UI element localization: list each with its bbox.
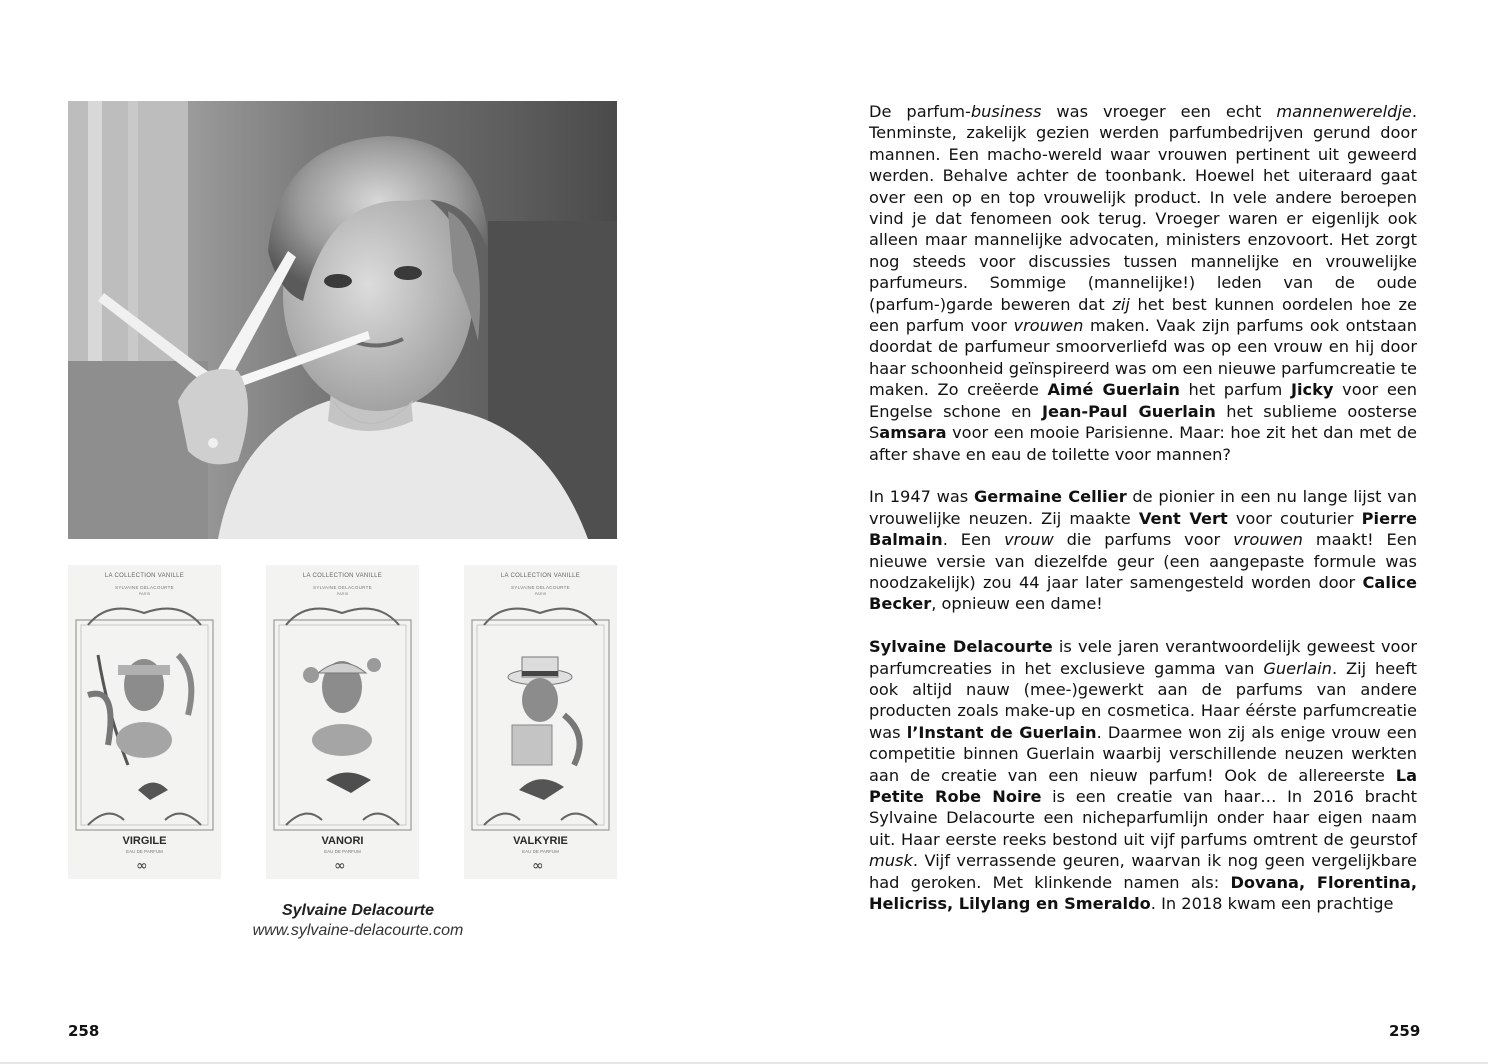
text-run: . Zij heeft ook altijd nauw (mee-)gewerkt aan de parfums van andere producten zoals make-up en cosmetica. Haar éérste parfumcreatie was: [869, 658, 1417, 742]
right-page: [744, 0, 1488, 1064]
bold-run: Jicky: [1290, 380, 1334, 400]
text-run: de pionier in een nu lange lijst van vrouwelijke neuzen. Zij maakte: [869, 487, 1417, 528]
perfume-cards: [68, 565, 617, 879]
text-run: . In 2018 kwam een prachtige: [1150, 894, 1394, 913]
card-illustration: [464, 565, 617, 879]
text-run: . Een: [942, 530, 1005, 550]
body-text: [869, 101, 1417, 936]
card-subtitle: EAU DE PARFUM: [324, 849, 361, 854]
perfume-card-virgile: [68, 565, 221, 879]
bold-run: Vent Vert: [1138, 508, 1228, 528]
paragraph: [869, 486, 1417, 614]
card-city: PARIS: [336, 591, 349, 596]
text-run: die parfums voor: [1053, 530, 1234, 550]
text-run: het parfum: [1179, 380, 1291, 400]
text-run: voor een mooie Parisienne. Maar: hoe zit het dan met de after shave en eau de toilette voor mannen?: [869, 423, 1417, 464]
text-run: het best kunnen oordelen hoe ze een parfum voor: [869, 294, 1417, 336]
card-name: VALKYRIE: [513, 835, 568, 847]
infinity-logo-icon: ∞: [136, 858, 148, 874]
card-brand: SYLVAINE DELACOURTE: [313, 585, 372, 590]
page-number-right: 259: [1389, 1022, 1421, 1040]
infinity-logo-icon: ∞: [334, 858, 346, 874]
text-run: is een creatie van haar… In 2016 bracht Sylvaine Delacourte een nicheparfumlijn onder haar eigen naam uit. Haar eerste reeks bestond uit vijf parfums omtrent de geurstof: [869, 786, 1417, 849]
card-collection: LA COLLECTION VANILLE: [104, 573, 185, 579]
text-run: In 1947 was: [869, 487, 974, 507]
bold-run: Pierre Balmain: [869, 508, 1417, 550]
italic-run: zij: [1112, 294, 1130, 314]
bold-run: La Petite Robe Noire: [869, 765, 1417, 806]
bold-run: Jean-Paul Guerlain: [1041, 401, 1216, 421]
text-run: . Tenminste, zakelijk gezien werden parfumbedrijven gerund door mannen. Een macho-wereld waar vrouwen pertinent uit geweerd werden. Behalve achter de toonbank. Hoewel het uiteraard gaat over een op en top vrouwelijk product. In vele andere beroepen vind je dat fenomeen ook terug. Vroeger waren er eigenlijk ook alleen maar mannelijke advocaten, ministers enzovoort. Het zorgt nog steeds voor discussies tussen mannelijke en vrouwelijke parfumeurs. Sommige (mannelijke!) leden van de oude (parfum-)garde beweren dat: [869, 102, 1417, 314]
bold-run: Sylvaine Delacourte: [869, 637, 1053, 657]
card-subtitle: EAU DE PARFUM: [126, 849, 163, 854]
perfume-card-vanori: [266, 565, 419, 879]
text-run: , opnieuw een dame!: [931, 594, 1103, 614]
photo-caption-name: Sylvaine Delacourte: [281, 902, 435, 919]
italic-run: musk: [869, 851, 913, 871]
card-illustration: [266, 565, 419, 879]
card-collection: LA COLLECTION VANILLE: [500, 573, 581, 579]
bold-run: l’Instant de Guerlain: [906, 722, 1097, 742]
portrait-illustration: [68, 101, 617, 539]
card-brand: SYLVAINE DELACOURTE: [511, 585, 570, 590]
text-run: voor couturier: [1227, 508, 1362, 528]
italic-run: business: [970, 102, 1042, 121]
bold-run: Dovana, Florentina, Helicriss, Lilylang en Smeraldo: [869, 872, 1417, 913]
text-run: . Vijf verrassende geuren, waarvan ik nog geen vergelijkbare had geroken. Met klinkende namen als:: [869, 851, 1417, 892]
italic-run: vrouwen: [1013, 316, 1084, 336]
italic-run: vrouw: [1004, 530, 1054, 550]
card-brand: SYLVAINE DELACOURTE: [115, 585, 174, 590]
text-run: is vele jaren verantwoordelijk geweest voor parfumcreaties in het exclusieve gamma van: [869, 637, 1418, 678]
text-run: was vroeger een echt: [1041, 102, 1277, 121]
infinity-logo-icon: ∞: [532, 858, 544, 874]
bold-run: Aimé Guerlain: [1047, 380, 1180, 400]
text-run: De parfum-: [869, 102, 971, 121]
paragraph: [869, 101, 1417, 465]
card-collection: LA COLLECTION VANILLE: [302, 573, 383, 579]
photo-caption-url: www.sylvaine-delacourte.com: [252, 922, 464, 939]
perfume-card-valkyrie: [464, 565, 617, 879]
text-run: maakt! Een nieuwe versie van diezelfde geur (een aangepaste formule was noodzakelijk) zou 44 jaar later samengesteld worden door: [869, 530, 1417, 592]
text-run: . Daarmee won zij als enige vrouw een competitie binnen Guerlain waarbij verschillende neuzen werkten aan de creatie van een nieuw parfum! Ook de allereerste: [869, 722, 1417, 785]
text-run: maken. Vaak zijn parfums ook ontstaan doordat de parfumeur smoorverliefd was op een vrouw en hij door haar schoonheid geïnspireerd was om een nieuwe parfumcreatie te maken. Zo creëerde: [869, 316, 1418, 400]
card-city: PARIS: [138, 591, 151, 596]
card-city: PARIS: [534, 591, 547, 596]
text-run: het sublieme oosterse S: [869, 401, 1418, 443]
bold-run: Germaine Cellier: [973, 487, 1127, 507]
card-subtitle: EAU DE PARFUM: [522, 849, 559, 854]
bold-run: Calice Becker: [869, 572, 1417, 614]
page-number-left: 258: [68, 1022, 100, 1040]
italic-run: Guerlain: [1263, 658, 1332, 678]
paragraph: [869, 636, 1417, 914]
italic-run: mannenwereldje: [1276, 102, 1412, 121]
text-run: voor een Engelse schone en: [869, 380, 1417, 421]
bold-run: amsara: [879, 423, 947, 443]
card-illustration: [68, 565, 221, 879]
card-name: VANORI: [321, 835, 364, 847]
italic-run: vrouwen: [1233, 530, 1303, 550]
portrait-photo: [68, 101, 617, 539]
card-name: VIRGILE: [122, 835, 167, 847]
